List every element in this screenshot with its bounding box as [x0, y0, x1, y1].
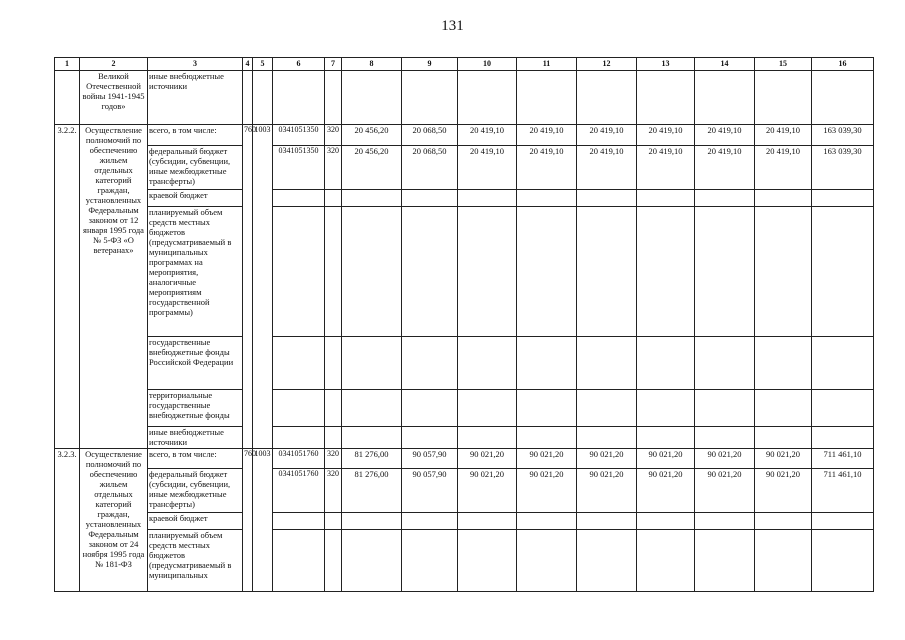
table-cell: 81 276,00: [342, 469, 402, 513]
table-cell: 90 021,20: [458, 449, 517, 469]
table-cell: иные внебюджетные источники: [148, 71, 243, 125]
table-cell: 20 419,10: [755, 146, 812, 190]
table-cell: [755, 71, 812, 125]
table-cell: 711 461,10: [812, 449, 874, 469]
table-cell: [342, 190, 402, 207]
table-cell: [342, 390, 402, 427]
table-cell: [458, 190, 517, 207]
table-cell: [577, 207, 637, 337]
table-cell: 20 419,10: [517, 146, 577, 190]
table-cell: планируемый объем средств местных бюджетов (предусматриваемый в муниципальных: [148, 530, 243, 592]
table-cell: [517, 190, 577, 207]
header-cell: 5: [253, 58, 273, 71]
table-cell: [577, 530, 637, 592]
table-cell: 0341051350: [273, 146, 325, 190]
table-cell: [517, 390, 577, 427]
table-cell: [273, 513, 325, 530]
table-cell: 20 419,10: [695, 146, 755, 190]
table-row: [55, 469, 874, 513]
table-cell: [637, 190, 695, 207]
header-cell: 12: [577, 58, 637, 71]
table-cell: [458, 71, 517, 125]
table-cell: [695, 427, 755, 449]
table-cell: 90 021,20: [458, 469, 517, 513]
table-cell: 320: [325, 469, 342, 513]
table-cell: краевой бюджет: [148, 513, 243, 530]
table-cell: [325, 71, 342, 125]
table-cell: 90 021,20: [695, 469, 755, 513]
table-row: [55, 207, 874, 337]
table-row: [55, 427, 874, 449]
header-cell: 8: [342, 58, 402, 71]
table-cell: [695, 190, 755, 207]
table-cell: [812, 427, 874, 449]
header-cell: 14: [695, 58, 755, 71]
table-cell: 1003: [253, 449, 273, 592]
table-cell: 0341051760: [273, 469, 325, 513]
table-cell: 20 068,50: [402, 125, 458, 146]
table-row: [55, 337, 874, 390]
table-cell: [325, 190, 342, 207]
header-cell: 15: [755, 58, 812, 71]
table-cell: 81 276,00: [342, 449, 402, 469]
table-cell: 0341051350: [273, 125, 325, 146]
table-cell: [402, 190, 458, 207]
table-cell: 20 419,10: [577, 125, 637, 146]
table-cell: 20 419,10: [755, 125, 812, 146]
table-cell: [755, 427, 812, 449]
table-cell: 90 057,90: [402, 449, 458, 469]
header-cell: 13: [637, 58, 695, 71]
table-cell: 90 021,20: [637, 449, 695, 469]
table-cell: [342, 530, 402, 592]
header-cell: 10: [458, 58, 517, 71]
table-cell: краевой бюджет: [148, 190, 243, 207]
table-cell: [325, 513, 342, 530]
table-cell: 90 021,20: [695, 449, 755, 469]
budget-table: [54, 57, 874, 592]
table-cell: [458, 513, 517, 530]
table-cell: всего, в том числе:: [148, 449, 243, 469]
table-cell: 163 039,30: [812, 125, 874, 146]
table-cell: 90 021,20: [755, 469, 812, 513]
table-cell: 90 021,20: [577, 469, 637, 513]
table-cell: 320: [325, 146, 342, 190]
table-cell: [458, 530, 517, 592]
table-cell: [325, 530, 342, 592]
table-cell: [812, 71, 874, 125]
table-cell: [342, 513, 402, 530]
table-cell: 163 039,30: [812, 146, 874, 190]
table-cell: Осуществление полномочий по обеспечению жильем отдельных категорий граждан, установленных Федеральным законом от 24 ноября 1995 года № 181-ФЗ: [80, 449, 148, 592]
table-cell: [517, 427, 577, 449]
table-row: [55, 390, 874, 427]
table-cell: [325, 207, 342, 337]
table-row: [55, 125, 874, 146]
table-cell: 20 456,20: [342, 146, 402, 190]
table-cell: [253, 71, 273, 125]
header-cell: 4: [243, 58, 253, 71]
table-cell: [577, 337, 637, 390]
table-row: [55, 449, 874, 469]
table-cell: 0341051760: [273, 449, 325, 469]
header-cell: 2: [80, 58, 148, 71]
table-cell: Осуществление полномочий по обеспечению жильем отдельных категорий граждан, установленных Федеральным законом от 12 января 1995 года № 5-ФЗ «О ветеранах»: [80, 125, 148, 449]
header-cell: 6: [273, 58, 325, 71]
table-cell: 20 419,10: [458, 125, 517, 146]
table-cell: планируемый объем средств местных бюджетов (предусматриваемый в муниципальных программах на мероприятия, аналогичные мероприятиям государственной программы): [148, 207, 243, 337]
table-cell: 20 419,10: [458, 146, 517, 190]
table-cell: [273, 390, 325, 427]
table-cell: [458, 337, 517, 390]
table-cell: [637, 530, 695, 592]
table-cell: 90 057,90: [402, 469, 458, 513]
table-cell: 90 021,20: [755, 449, 812, 469]
header-cell: 1: [55, 58, 80, 71]
table-cell: [755, 190, 812, 207]
header-cell: 11: [517, 58, 577, 71]
table-cell: [812, 390, 874, 427]
table-cell: 711 461,10: [812, 469, 874, 513]
table-cell: 20 419,10: [637, 146, 695, 190]
table-cell: [402, 71, 458, 125]
table-cell: [342, 427, 402, 449]
table-cell: [695, 71, 755, 125]
table-cell: [695, 513, 755, 530]
table-cell: федеральный бюджет (субсидии, субвенции, иные межбюджетные трансферты): [148, 469, 243, 513]
table-cell: [755, 337, 812, 390]
table-cell: 320: [325, 449, 342, 469]
table-cell: [517, 513, 577, 530]
table-cell: 20 419,10: [517, 125, 577, 146]
table-cell: [402, 530, 458, 592]
table-cell: [577, 390, 637, 427]
table-row: [55, 530, 874, 592]
table-cell: [812, 337, 874, 390]
table-cell: [577, 71, 637, 125]
table-cell: [342, 337, 402, 390]
table-cell: [402, 337, 458, 390]
table-cell: 90 021,20: [517, 449, 577, 469]
table-cell: [637, 337, 695, 390]
table-cell: 3.2.2.: [55, 125, 80, 449]
table-cell: 1003: [253, 125, 273, 449]
table-cell: [695, 337, 755, 390]
table-cell: [755, 390, 812, 427]
table-cell: [325, 390, 342, 427]
table-cell: 760: [243, 125, 253, 449]
table-cell: [577, 190, 637, 207]
table-cell: [695, 207, 755, 337]
table-cell: 20 419,10: [695, 125, 755, 146]
table-cell: [273, 207, 325, 337]
table-row: [55, 513, 874, 530]
table-cell: [458, 207, 517, 337]
table-row: [55, 71, 874, 125]
table-cell: [243, 71, 253, 125]
table-cell: [55, 71, 80, 125]
table-cell: [402, 390, 458, 427]
table-cell: [517, 207, 577, 337]
table-cell: [755, 513, 812, 530]
table-cell: 3.2.3.: [55, 449, 80, 592]
table-cell: [342, 207, 402, 337]
table-cell: [458, 427, 517, 449]
table-cell: [273, 71, 325, 125]
table-cell: [273, 190, 325, 207]
table-cell: 760: [243, 449, 253, 592]
table-cell: [402, 207, 458, 337]
table-cell: 320: [325, 125, 342, 146]
table-cell: [577, 513, 637, 530]
table-cell: Великой Отечественной войны 1941-1945 годов»: [80, 71, 148, 125]
table-cell: государственные внебюджетные фонды Российской Федерации: [148, 337, 243, 390]
table-cell: [637, 207, 695, 337]
table-cell: [577, 427, 637, 449]
table-cell: территориальные государственные внебюджетные фонды: [148, 390, 243, 427]
table-cell: [637, 71, 695, 125]
table-cell: всего, в том числе:: [148, 125, 243, 146]
header-row: [55, 58, 874, 71]
table-cell: [402, 427, 458, 449]
header-cell: 7: [325, 58, 342, 71]
page-number: 131: [441, 18, 464, 34]
table-cell: [273, 427, 325, 449]
table-cell: [517, 337, 577, 390]
table-cell: [402, 513, 458, 530]
table-cell: [273, 530, 325, 592]
table-cell: [812, 530, 874, 592]
table-cell: [325, 337, 342, 390]
table-cell: [637, 427, 695, 449]
table-cell: федеральный бюджет (субсидии, субвенции, иные межбюджетные трансферты): [148, 146, 243, 190]
table-cell: [517, 71, 577, 125]
header-cell: 16: [812, 58, 874, 71]
table-cell: [517, 530, 577, 592]
table-cell: [637, 513, 695, 530]
table-cell: [458, 390, 517, 427]
table-row: [55, 190, 874, 207]
table-cell: [695, 530, 755, 592]
table-cell: [755, 207, 812, 337]
table-cell: 20 456,20: [342, 125, 402, 146]
table-cell: иные внебюджетные источники: [148, 427, 243, 449]
table-cell: [812, 207, 874, 337]
table-cell: [755, 530, 812, 592]
table-cell: 90 021,20: [577, 449, 637, 469]
header-cell: 9: [402, 58, 458, 71]
table-cell: 90 021,20: [517, 469, 577, 513]
table-cell: [695, 390, 755, 427]
table-cell: [812, 513, 874, 530]
table-cell: 20 419,10: [577, 146, 637, 190]
table-cell: 90 021,20: [637, 469, 695, 513]
table-cell: 20 419,10: [637, 125, 695, 146]
table-cell: [342, 71, 402, 125]
header-cell: 3: [148, 58, 243, 71]
table-cell: [273, 337, 325, 390]
table-cell: [325, 427, 342, 449]
table-cell: 20 068,50: [402, 146, 458, 190]
table-cell: [637, 390, 695, 427]
table-cell: [812, 190, 874, 207]
table-row: [55, 146, 874, 190]
